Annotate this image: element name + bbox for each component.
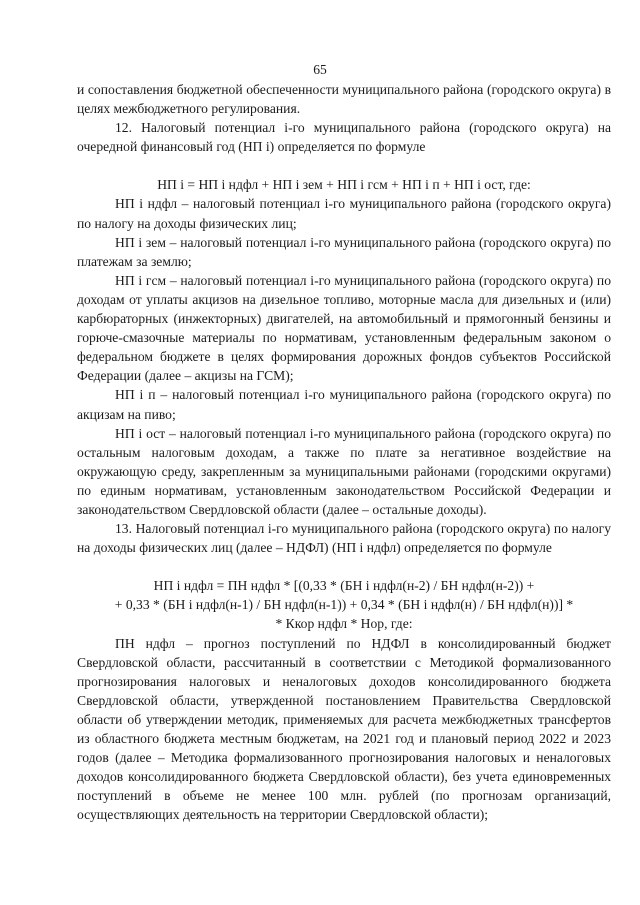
spacer	[77, 156, 611, 175]
definition-np-zem: НП i зем – налоговый потенциал i-го муниципального района (городского округа) по платежам за землю;	[77, 234, 611, 269]
definition-np-ndfl: НП i ндфл – налоговый потенциал i-го муниципального района (городского округа) по налогу на доходы физических лиц;	[77, 196, 611, 231]
spacer	[77, 557, 611, 576]
definition-np-p: НП i п – налоговый потенциал i-го муниципального района (городского округа) по акцизам на пиво;	[77, 387, 611, 422]
formula-ndfl-line-3: * Ккор ндфл * Нор, где:	[275, 616, 413, 632]
definition-pn-ndfl: ПН ндфл – прогноз поступлений по НДФЛ в консолидированный бюджет Свердловской области, рассчитанный в соответствии с Методикой формализованного прогнозирования налоговых и неналоговых доходов консолидированного бюджета Свердловской области, утвержденной постановлением Правительства Свердловской области об утверждении методик, применяемых для расчета межбюджетных трансфертов из областного бюджета местным бюджетам, на 2021 год и плановый период 2022 и 2023 годов (далее – Методика формализованного прогнозирования налоговых и неналоговых доходов консолидированного бюджета Свердловской области), без учета единовременных поступлений в объеме не менее 100 млн. рублей (по прогнозам организаций, осуществляющих деятельность на территории Свердловской области);	[77, 635, 611, 823]
definition-np-gsm: НП i гсм – налоговый потенциал i-го муниципального района (городского округа) по доходам от уплаты акцизов на дизельное топливо, моторные масла для дизельных и (или) карбюраторных (инжекторных) двигателей, на автомобильный и прямогонный бензины и горюче-смазочные материалы по нормативам, установленным федеральным законом о федеральном бюджете в целях формирования дорожных фондов субъектов Российской Федерации (далее – акцизы на ГСМ);	[77, 272, 611, 384]
paragraph-item-13: 13. Налоговый потенциал i-го муниципального района (городского округа) по налогу на доходы физических лиц (далее – НДФЛ) (НП i ндфл) определяется по формуле	[77, 521, 611, 556]
page-body	[77, 80, 611, 824]
formula-ndfl-line-2: + 0,33 * (БН i ндфл(н-1) / БН ндфл(н-1)) + 0,34 * (БН i ндфл(н) / БН ндфл(н))] *	[114, 597, 574, 613]
paragraph-item-12: 12. Налоговый потенциал i-го муниципального района (городского округа) на очередной финансовый год (НП i) определяется по формуле	[77, 120, 611, 155]
page-number: 65	[313, 62, 327, 77]
formula-ndfl-line-1: НП i ндфл = ПН ндфл * [(0,33 * (БН i ндфл(н-2) / БН ндфл(н-2)) +	[153, 578, 535, 594]
paragraph-continuation: и сопоставления бюджетной обеспеченности муниципального района (городского округа) в целях межбюджетного регулирования.	[77, 82, 611, 117]
formula-np-i: НП i = НП i ндфл + НП i зем + НП i гсм + НП i п + НП i ост, где:	[157, 177, 531, 193]
definition-np-ost: НП i ост – налоговый потенциал i-го муниципального района (городского округа) по остальным налоговым доходам, а также по плате за негативное воздействие на окружающую среду, закрепленным за муниципальными районами (городскими округами) по единым нормативам, установленным законодательством Российской Федерации и законодательством Свердловской области (далее – остальные доходы).	[77, 425, 611, 517]
